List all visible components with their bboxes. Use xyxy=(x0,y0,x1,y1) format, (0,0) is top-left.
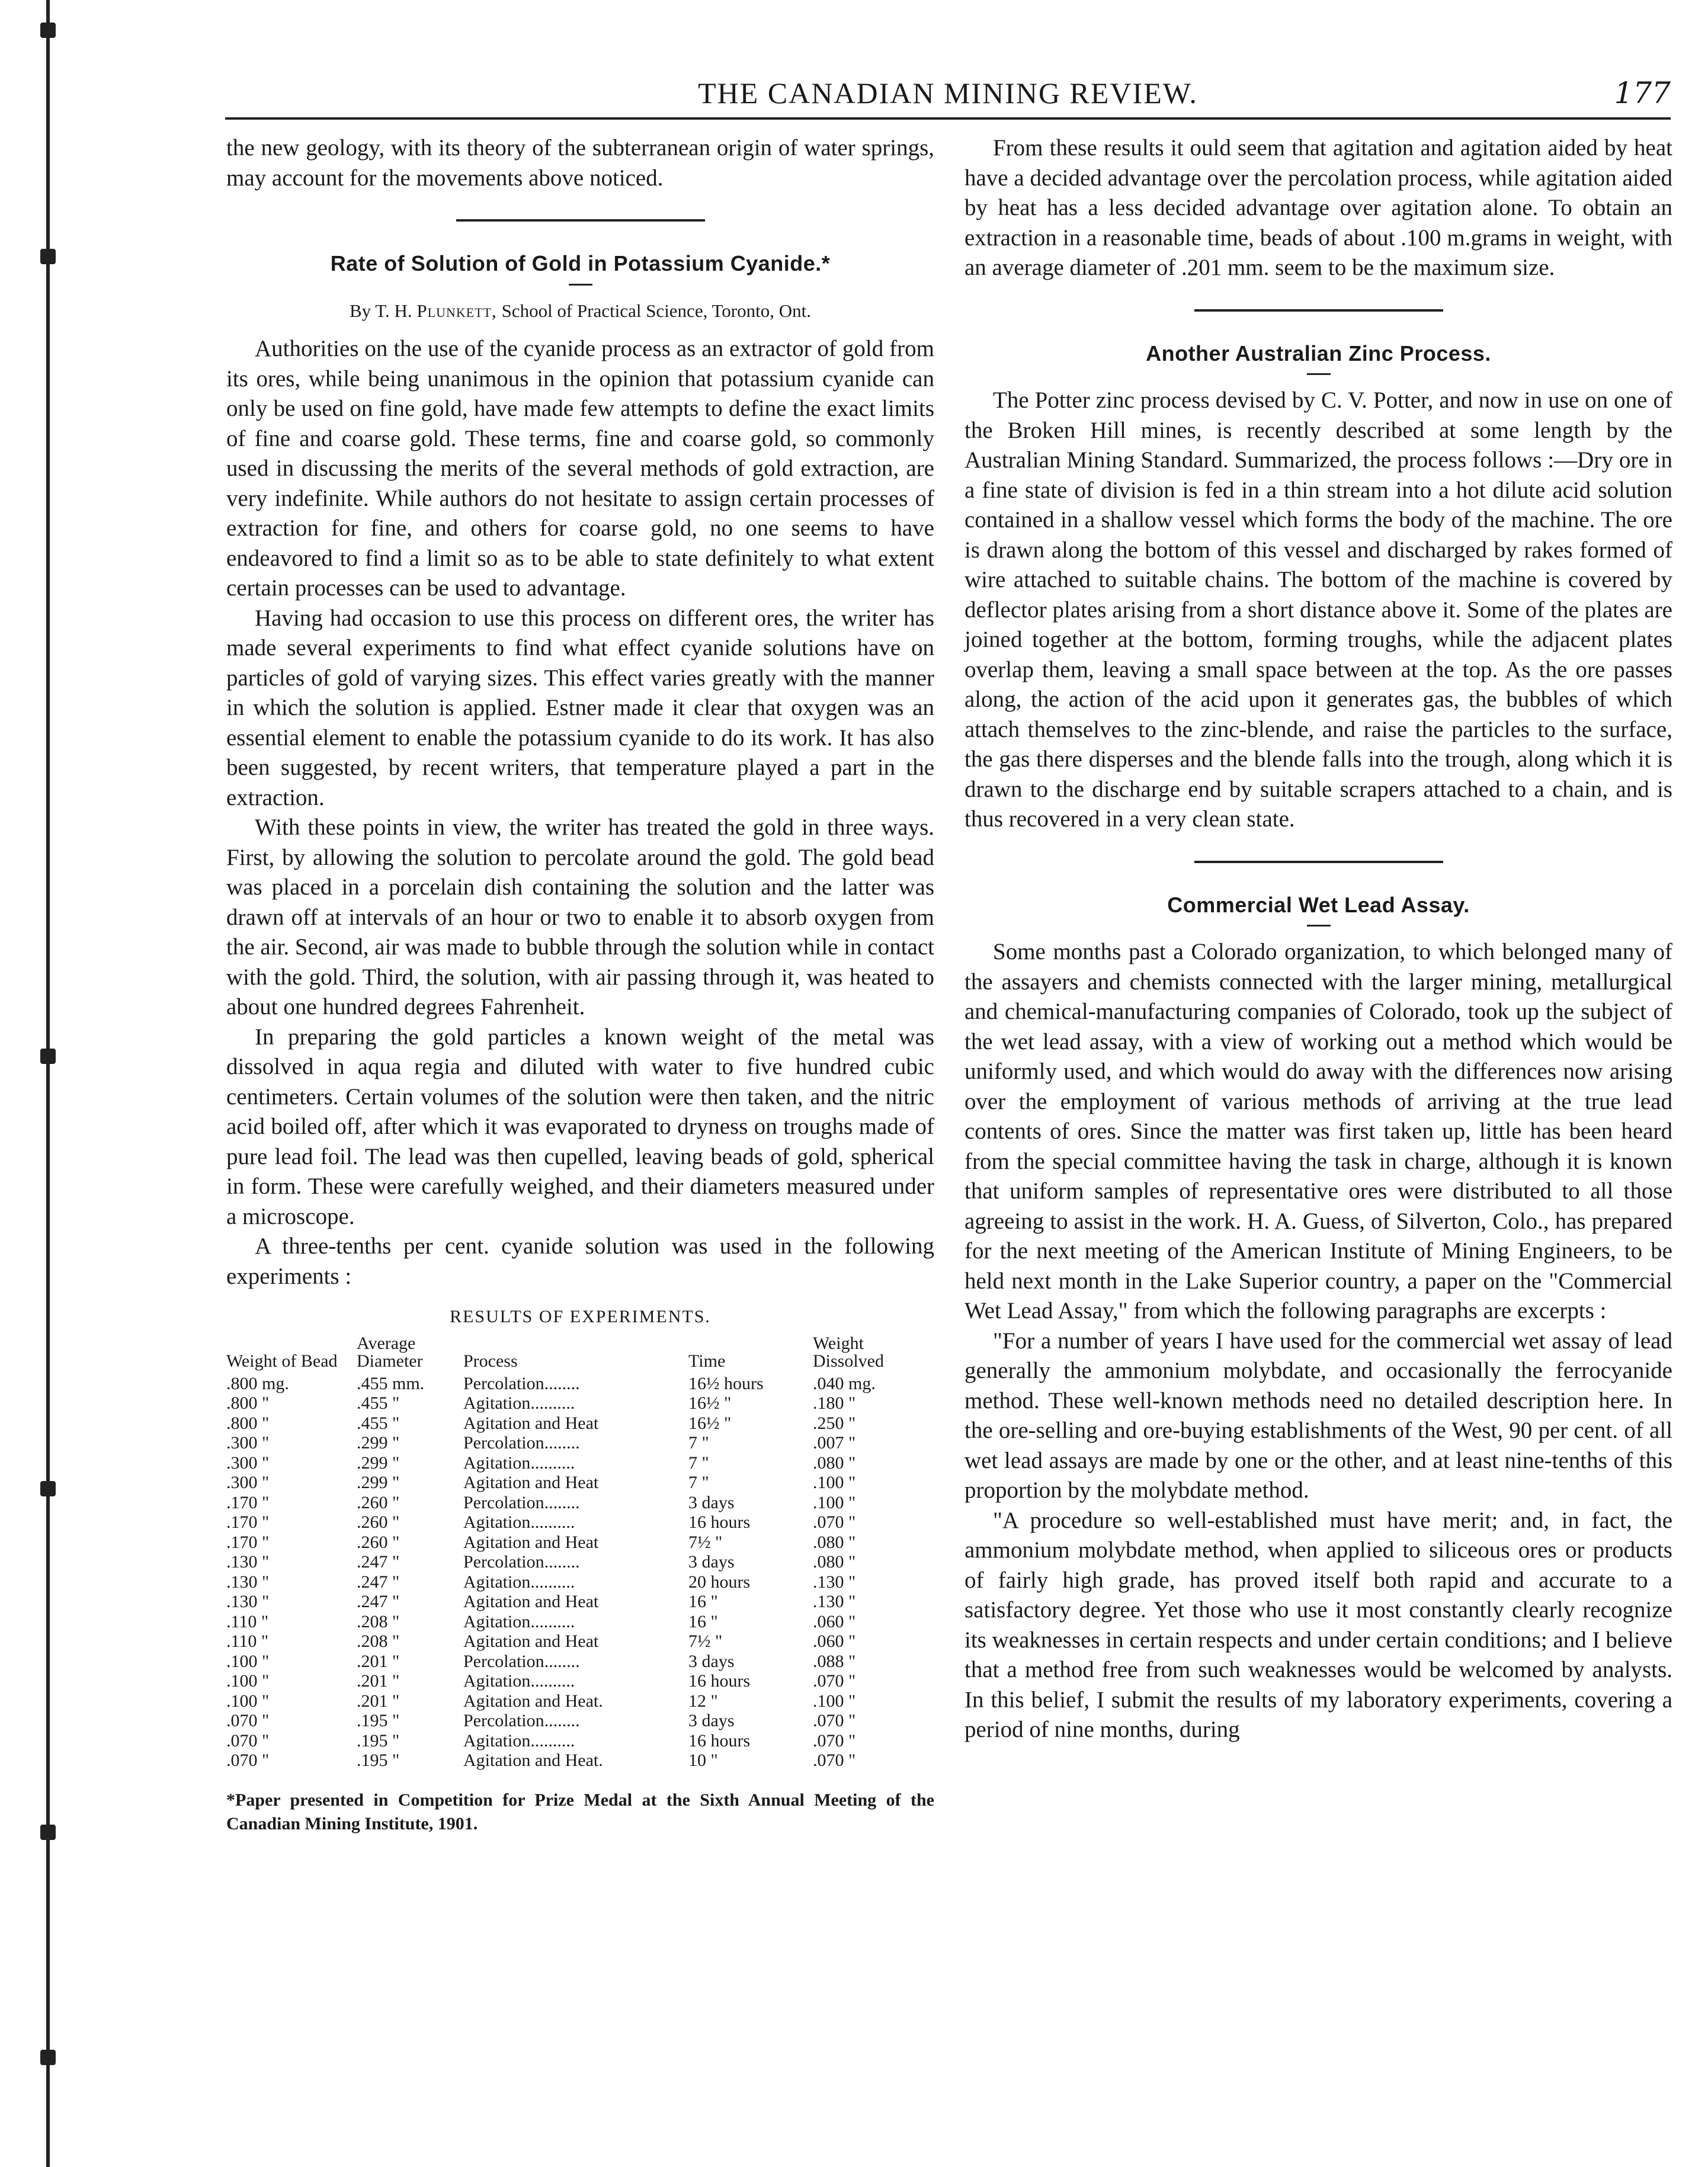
author-name: Plunkett, xyxy=(416,300,497,321)
column-header: Process xyxy=(463,1351,518,1371)
table-cell: .080 " xyxy=(813,1552,856,1572)
table-cell: .100 " xyxy=(226,1691,270,1711)
table-row xyxy=(226,1493,934,1513)
table-cell: 3 days xyxy=(688,1711,735,1730)
table-row xyxy=(226,1652,934,1672)
table-cell: .800 mg. xyxy=(226,1373,289,1393)
table-row xyxy=(226,1512,934,1533)
binding-stitch xyxy=(40,1481,56,1496)
article-paragraph: Having had occasion to use this process on different ores, the writer has made several experiments to find what effect cyanide solutions have on particles of gold of varying sizes. This effect varies greatly with the manner in which the solution is applied. Estner made it clear that oxygen was an essential element to enable the potassium cyanide to do its work. It has also been suggested, by recent writers, that temperature played a part in the extraction. xyxy=(226,605,934,810)
table-cell: .800 " xyxy=(226,1413,270,1433)
table-cell: .201 " xyxy=(357,1651,400,1671)
table-header-row xyxy=(226,1335,934,1374)
section-divider xyxy=(1194,309,1443,312)
table-cell: .247 " xyxy=(357,1572,400,1592)
table-cell: .110 " xyxy=(226,1611,269,1631)
table-cell: .195 " xyxy=(357,1730,400,1751)
table-cell: Agitation.......... xyxy=(463,1730,575,1751)
table-cell: .195 " xyxy=(357,1711,400,1730)
table-cell: Percolation........ xyxy=(463,1552,580,1572)
column-header: Weight Dissolved xyxy=(813,1333,884,1371)
table-cell: .170 " xyxy=(226,1492,270,1512)
table-cell: .130 " xyxy=(813,1572,856,1592)
table-cell: Agitation.......... xyxy=(463,1611,575,1631)
article-title: Rate of Solution of Gold in Potassium Cyanide.* xyxy=(330,251,831,275)
table-row xyxy=(226,1592,934,1612)
table-cell: 7 " xyxy=(688,1453,709,1473)
table-row xyxy=(226,1413,934,1434)
table-cell: .455 " xyxy=(357,1413,400,1433)
article-paragraph: Some months past a Colorado organization, to which belonged many of the assayers and chemists connected with the larger mining, metallurgical and chemical-manufacturing companies of Colorado, took up the subject of the wet lead assay, with a view of working out a method which would be uniformly used, and which would do away with the differences now arising over the employment of various methods of arriving at the true lead contents of ores. Since the matter was first taken up, little has been heard from the special committee having the task in charge, although it is known that uniform samples of representative ores were distributed to all those agreeing to assist in the work. H. A. Guess, of Silverton, Colo., has prepared for the next meeting of the American Institute of Mining Engineers, to be held next month in the Lake Superior country, a paper on the "Commercial Wet Lead Assay," from which the following paragraphs are excerpts : xyxy=(964,939,1672,1323)
table-cell: 16½ " xyxy=(688,1393,732,1413)
table-cell: Agitation.......... xyxy=(463,1453,575,1473)
table-cell: Agitation and Heat xyxy=(463,1413,599,1433)
table-cell: .170 " xyxy=(226,1532,270,1552)
table-cell: .208 " xyxy=(357,1631,400,1651)
table-cell: .080 " xyxy=(813,1532,856,1552)
table-row xyxy=(226,1671,934,1691)
table-cell: .070 " xyxy=(226,1751,270,1770)
continued-paragraph: the new geology, with its theory of the subterranean origin of water springs, may account for the movements above noticed. xyxy=(226,135,934,191)
table-cell: 10 " xyxy=(688,1751,718,1770)
table-cell: .130 " xyxy=(226,1552,270,1572)
table-cell: Agitation and Heat. xyxy=(463,1691,603,1711)
table-row xyxy=(226,1691,934,1711)
binding-edge xyxy=(46,0,50,2167)
table-row xyxy=(226,1751,934,1771)
table-cell: .260 " xyxy=(357,1512,400,1532)
table-cell: 3 days xyxy=(688,1552,735,1572)
table-cell: 3 days xyxy=(688,1492,735,1512)
binding-stitch xyxy=(40,23,56,38)
table-cell: .201 " xyxy=(357,1671,400,1691)
table-row xyxy=(226,1473,934,1493)
article-title: Commercial Wet Lead Assay. xyxy=(1167,892,1470,917)
table-cell: .100 " xyxy=(813,1492,856,1512)
table-cell: .088 " xyxy=(813,1651,856,1671)
table-cell: .070 " xyxy=(813,1730,856,1751)
table-cell: Percolation........ xyxy=(463,1373,580,1393)
table-cell: .060 " xyxy=(813,1611,856,1631)
table-cell: 16 hours xyxy=(688,1512,751,1532)
table-row xyxy=(226,1374,934,1394)
table-cell: Percolation........ xyxy=(463,1711,580,1730)
table-cell: 16 hours xyxy=(688,1730,751,1751)
table-cell: .208 " xyxy=(357,1611,400,1631)
right-column xyxy=(964,133,1672,1745)
table-cell: .130 " xyxy=(226,1592,270,1611)
table-cell: .070 " xyxy=(813,1711,856,1730)
table-cell: Percolation........ xyxy=(463,1492,580,1512)
column-header: Average Diameter xyxy=(357,1333,423,1371)
table-cell: .070 " xyxy=(813,1512,856,1532)
table-cell: .170 " xyxy=(226,1512,270,1532)
table-row xyxy=(226,1393,934,1413)
table-cell: .100 " xyxy=(226,1651,270,1671)
table-cell: Agitation.......... xyxy=(463,1393,575,1413)
table-cell: .201 " xyxy=(357,1691,400,1711)
byline-prefix: By T. H. xyxy=(350,300,412,321)
table-cell: .299 " xyxy=(357,1473,400,1492)
article-title: Another Australian Zinc Process. xyxy=(1146,341,1491,366)
continued-paragraph: From these results it ould seem that agitation and agitation aided by heat have a decided advantage over the percolation process, while agitation aided by heat has a less decided advantage over agitation alone. To obtain an extraction in a reasonable time, beads of about .100 m.grams in weight, with an average diameter of .201 mm. seem to be the maximum size. xyxy=(964,135,1672,280)
table-cell: 16 hours xyxy=(688,1671,751,1691)
section-divider xyxy=(1194,861,1443,863)
binding-stitch xyxy=(40,2050,56,2065)
table-row xyxy=(226,1612,934,1632)
table-row xyxy=(226,1533,934,1553)
table-cell: Agitation and Heat xyxy=(463,1592,599,1611)
table-cell: .247 " xyxy=(357,1592,400,1611)
table-row xyxy=(226,1453,934,1473)
table-cell: .070 " xyxy=(226,1730,270,1751)
article-paragraph: "For a number of years I have used for the commercial wet assay of lead generally the ammonium molybdate, and occasionally the ferrocyanide method. These well-known methods need no detailed description here. In the ore-selling and ore-buying establishments of the West, 90 per cent. of all wet lead assays are made by one or the other, and at least nine-tenths of this proportion by the molybdate method. xyxy=(964,1328,1672,1503)
table-cell: Percolation........ xyxy=(463,1433,580,1453)
results-table xyxy=(226,1335,934,1771)
table-cell: .040 mg. xyxy=(813,1373,876,1393)
table-row xyxy=(226,1631,934,1652)
table-cell: .080 " xyxy=(813,1453,856,1473)
article-paragraph: With these points in view, the writer has treated the gold in three ways. First, by allowing the solution to percolate around the gold. The gold bead was placed in a porcelain dish containing the solution and the latter was drawn off at intervals of an hour or two to enable it to absorb oxygen from the air. Second, air was made to bubble through the solution while in contact with the gold. Third, the solution, with air passing through it, was heated to about one hundred degrees Fahrenheit. xyxy=(226,815,934,1020)
table-caption: RESULTS OF EXPERIMENTS. xyxy=(450,1307,711,1326)
table-cell: 7½ " xyxy=(688,1532,723,1552)
title-dash xyxy=(569,284,592,286)
table-cell: .195 " xyxy=(357,1751,400,1770)
table-row xyxy=(226,1433,934,1453)
table-cell: .070 " xyxy=(813,1751,856,1770)
table-cell: .800 " xyxy=(226,1393,270,1413)
page-header xyxy=(225,71,1671,118)
table-cell: 16 " xyxy=(688,1592,718,1611)
table-cell: 16½ hours xyxy=(688,1373,764,1393)
binding-stitch xyxy=(40,1049,56,1064)
table-cell: Agitation.......... xyxy=(463,1572,575,1592)
binding-stitch xyxy=(40,249,56,264)
table-cell: .455 mm. xyxy=(357,1373,425,1393)
table-row xyxy=(226,1711,934,1731)
title-dash xyxy=(1307,373,1331,375)
table-cell: 20 hours xyxy=(688,1572,751,1592)
left-column xyxy=(226,133,934,1836)
table-cell: .130 " xyxy=(813,1592,856,1611)
title-dash xyxy=(1307,925,1331,927)
journal-title: THE CANADIAN MINING REVIEW. xyxy=(698,76,1198,110)
byline-affiliation: School of Practical Science, Toronto, Ont. xyxy=(501,300,811,321)
table-cell: .060 " xyxy=(813,1631,856,1651)
table-cell: .250 " xyxy=(813,1413,856,1433)
article-paragraph: Authorities on the use of the cyanide process as an extractor of gold from its ores, while being unanimous in the opinion that potassium cyanide can only be used on fine gold, have made few attempts to define the exact limits of fine and coarse gold. These terms, fine and coarse gold, so commonly used in discussing the merits of the several methods of gold extraction, are very indefinite. While authors do not hesitate to assign certain processes of extraction for fine, and others for coarse gold, no one seems to have endeavored to find a limit so as to be able to state definitely to what extent certain processes can be used to advantage. xyxy=(226,336,934,601)
table-cell: .070 " xyxy=(813,1671,856,1691)
table-row xyxy=(226,1552,934,1572)
table-cell: .300 " xyxy=(226,1433,270,1453)
table-cell: .299 " xyxy=(357,1453,400,1473)
page-number: 177 xyxy=(1614,76,1671,110)
table-cell: 7½ " xyxy=(688,1631,723,1651)
table-cell: .180 " xyxy=(813,1393,856,1413)
column-header: Time xyxy=(688,1351,726,1371)
table-cell: Agitation and Heat xyxy=(463,1631,599,1651)
article-paragraph: In preparing the gold particles a known weight of the metal was dissolved in aqua regia and diluted with water to five hundred cubic centimeters. Certain volumes of the solution were then taken, and the nitric acid boiled off, after which it was evaporated to dryness on troughs made of pure lead foil. The lead was then cupelled, leaving beads of gold, spherical in form. These were carefully weighed, and their diameters measured under a microscope. xyxy=(226,1024,934,1229)
binding-stitch xyxy=(40,1825,56,1840)
table-cell: Percolation........ xyxy=(463,1651,580,1671)
table-cell: .260 " xyxy=(357,1532,400,1552)
table-cell: 7 " xyxy=(688,1473,709,1492)
article-paragraph: A three-tenths per cent. cyanide solution was used in the following experiments : xyxy=(226,1233,934,1289)
table-cell: 12 " xyxy=(688,1691,718,1711)
table-cell: .100 " xyxy=(813,1473,856,1492)
table-cell: .070 " xyxy=(226,1711,270,1730)
column-header: Weight of Bead xyxy=(226,1351,338,1371)
results-table-body xyxy=(226,1374,934,1771)
table-cell: .260 " xyxy=(357,1492,400,1512)
table-cell: Agitation and Heat. xyxy=(463,1751,603,1770)
table-cell: .299 " xyxy=(357,1433,400,1453)
table-cell: 7 " xyxy=(688,1433,709,1453)
table-cell: 16 " xyxy=(688,1611,718,1631)
table-cell: .100 " xyxy=(813,1691,856,1711)
table-cell: .110 " xyxy=(226,1631,269,1651)
footnote: *Paper presented in Competition for Prize Medal at the Sixth Annual Meeting of the Canadian Mining Institute, 1901. xyxy=(226,1790,934,1833)
table-cell: Agitation and Heat xyxy=(463,1532,599,1552)
table-cell: .247 " xyxy=(357,1552,400,1572)
table-cell: Agitation and Heat xyxy=(463,1473,599,1492)
table-row xyxy=(226,1731,934,1751)
table-cell: Agitation.......... xyxy=(463,1671,575,1691)
table-cell: 3 days xyxy=(688,1651,735,1671)
article-paragraph: The Potter zinc process devised by C. V. Potter, and now in use on one of the Broken Hill mines, is recently described at some length by the Australian Mining Standard. Summarized, the process follows :—Dry ore in a fine state of division is fed in a thin stream into a hot dilute acid solution contained in a shallow vessel which forms the body of the machine. The ore is drawn along the bottom of this vessel and discharged by rakes formed of wire attached to suitable chains. The bottom of the machine is covered by deflector plates arising from a short distance above it. Some of the plates are joined together at the bottom, forming troughs, while the adjacent plates overlap them, leaving a small space between at the top. As the ore passes along, the action of the acid upon it generates gas, the bubbles of which attach themselves to the zinc-blende, and raise the particles to the surface, the gas there disperses and the blende falls into the trough, along which it is drawn to the discharge end by suitable scrapers attached to a chain, and is thus recovered in a very clean state. xyxy=(964,387,1672,832)
table-cell: .100 " xyxy=(226,1671,270,1691)
table-cell: .300 " xyxy=(226,1473,270,1492)
table-cell: 16½ " xyxy=(688,1413,732,1433)
header-rule xyxy=(225,117,1671,120)
table-cell: Agitation.......... xyxy=(463,1512,575,1532)
table-row xyxy=(226,1572,934,1592)
article-paragraph: "A procedure so well-established must have merit; and, in fact, the ammonium molybdate method, when applied to siliceous ores or products of fairly high grade, has proved itself both rapid and accurate to a satisfactory degree. Yet those who use it most constantly clearly recognize its weaknesses in certain respects and under certain conditions; and I believe that a method free from such weaknesses would be welcomed by analysts. In this belief, I submit the results of my laboratory experiments, covering a period of nine months, during xyxy=(964,1507,1672,1742)
table-cell: .007 " xyxy=(813,1433,856,1453)
byline xyxy=(226,296,934,326)
section-divider xyxy=(456,219,705,222)
table-cell: .455 " xyxy=(357,1393,400,1413)
table-cell: .130 " xyxy=(226,1572,270,1592)
table-cell: .300 " xyxy=(226,1453,270,1473)
